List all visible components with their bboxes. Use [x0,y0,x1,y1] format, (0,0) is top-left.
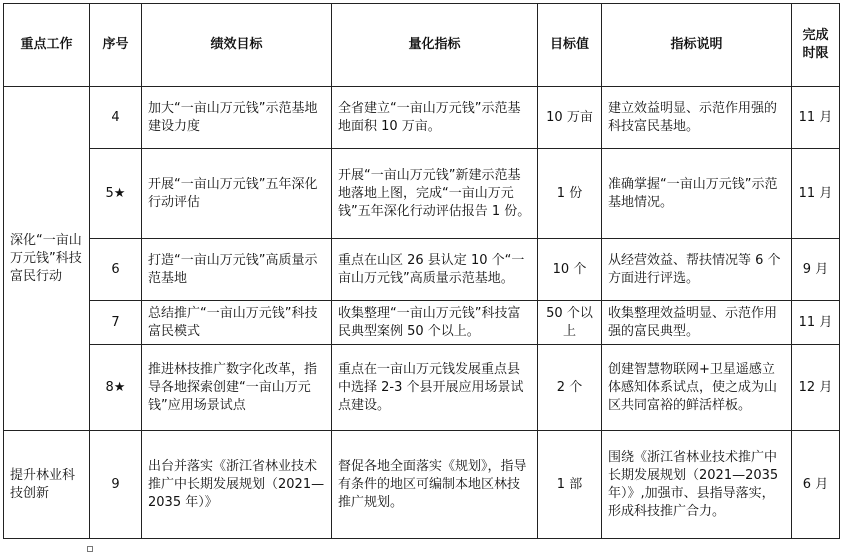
row-no: 4 [90,87,142,149]
row-indicator: 收集整理“一亩山万元钱”科技富民典型案例 50 个以上。 [332,301,538,345]
row-goal: 开展“一亩山万元钱”五年深化行动评估 [142,149,332,239]
row-no: 9 [90,431,142,539]
table-row [4,87,840,149]
row-indicator: 重点在一亩山万元钱发展重点县中选择 2-3 个县开展应用场景试点建设。 [332,345,538,431]
row-indicator: 督促各地全面落实《规划》，指导有条件的地区可编制本地区林技推广规划。 [332,431,538,539]
row-note: 从经营效益、帮扶情况等 6 个方面进行评选。 [602,239,792,301]
row-note: 收集整理效益明显、示范作用强的富民典型。 [602,301,792,345]
row-no: 5★ [90,149,142,239]
row-note: 围绕《浙江省林业技术推广中长期发展规划（2021—2035 年）》,加强市、县指导落实，形成科技推广合力。 [602,431,792,539]
table-row [4,301,840,345]
row-target: 50 个以上 [538,301,602,345]
header-indicator: 量化指标 [332,4,538,87]
row-time: 11 月 [792,301,840,345]
table-row [4,239,840,301]
row-time: 9 月 [792,239,840,301]
row-time: 11 月 [792,87,840,149]
table-row [4,431,840,539]
header-work: 重点工作 [4,4,90,87]
work-area-cell: 提升林业科技创新 [4,431,90,539]
header-no: 序号 [90,4,142,87]
row-goal: 出台并落实《浙江省林业技术推广中长期发展规划（2021—2035 年）》 [142,431,332,539]
row-goal: 总结推广“一亩山万元钱”科技富民模式 [142,301,332,345]
row-target: 2 个 [538,345,602,431]
row-note: 创建智慧物联网+卫星遥感立体感知体系试点，使之成为山区共同富裕的鲜活样板。 [602,345,792,431]
table-corner-handle [87,546,93,552]
row-goal: 打造“一亩山万元钱”高质量示范基地 [142,239,332,301]
row-target: 10 个 [538,239,602,301]
table-row [4,345,840,431]
work-area-cell: 深化“一亩山万元钱”科技富民行动 [4,87,90,431]
header-time [792,4,840,87]
row-target: 10 万亩 [538,87,602,149]
table-row [4,149,840,239]
row-time: 12 月 [792,345,840,431]
row-time: 11 月 [792,149,840,239]
row-no: 7 [90,301,142,345]
header-time-line2: 时限 [802,46,829,61]
header-time-line1: 完成 [802,28,829,43]
row-goal: 加大“一亩山万元钱”示范基地建设力度 [142,87,332,149]
row-no: 6 [90,239,142,301]
header-note: 指标说明 [602,4,792,87]
row-indicator: 重点在山区 26 县认定 10 个“一亩山万元钱”高质量示范基地。 [332,239,538,301]
row-target: 1 部 [538,431,602,539]
row-indicator: 开展“一亩山万元钱”新建示范基地落地上图，完成“一亩山万元钱”五年深化行动评估报告 1 份。 [332,149,538,239]
work-plan-table [3,3,840,539]
row-time: 6 月 [792,431,840,539]
header-goal: 绩效目标 [142,4,332,87]
row-indicator: 全省建立“一亩山万元钱”示范基地面积 10 万亩。 [332,87,538,149]
row-no: 8★ [90,345,142,431]
header-target: 目标值 [538,4,602,87]
row-target: 1 份 [538,149,602,239]
row-note: 准确掌握“一亩山万元钱”示范基地情况。 [602,149,792,239]
row-note: 建立效益明显、示范作用强的科技富民基地。 [602,87,792,149]
header-row [4,4,840,87]
row-goal: 推进林技推广数字化改革，指导各地探索创建“一亩山万元钱”应用场景试点 [142,345,332,431]
